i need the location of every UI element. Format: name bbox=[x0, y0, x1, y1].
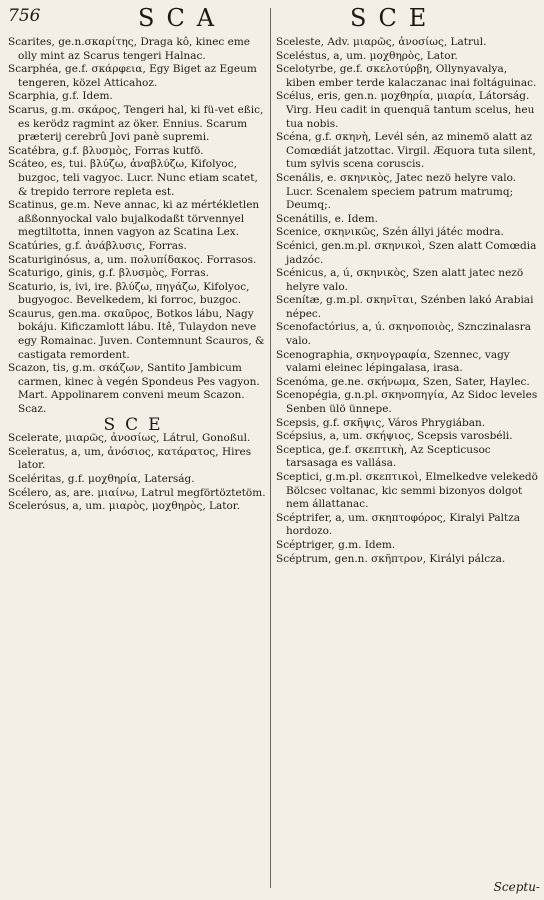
dictionary-entry: Scarus, g.m. σκάρος, Tengeri hal, ki fü-vet eßic, es kerödz ragmint az öker. Ennius. Scarum præterij cerebrû Jovi panè supremi. bbox=[8, 103, 264, 144]
dictionary-entry: Scatébra, g.f. βλυσμὸς, Forras kutfö. bbox=[8, 144, 204, 157]
dictionary-entry: Scarphéa, ge.f. σκάρφεια, Egy Biget az Egeum tengeren, közel Atticahoz. bbox=[8, 63, 257, 89]
dictionary-entry: Scelerate, μιαρῶς, ἀνοσίως, Látrul, Gonoßul. bbox=[8, 432, 251, 445]
dictionary-entry: Scarphia, g.f. Idem. bbox=[8, 90, 113, 103]
dictionary-entry: Scenóma, ge.ne. σκήνωμα, Szen, Sater, Haylec. bbox=[276, 375, 530, 388]
dictionary-entry: Scéptriger, g.m. Idem. bbox=[276, 538, 396, 551]
dictionary-entry: Scénicus, a, ú, σκηνικὸς, Szen alatt jatec nezö helyre valo. bbox=[276, 267, 524, 293]
dictionary-entry: Scenographia, σκηνογραφία, Szennec, vagy valami eleinec lépingalasa, irasa. bbox=[276, 348, 510, 375]
dictionary-entry: Scénici, gen.m.pl. σκηνικοὶ, Szen alatt Comœdia jadzóc. bbox=[276, 239, 537, 266]
dictionary-entry: Sceptici, g.m.pl. σκεπτικοὶ, Elmelkedve velekedö Bölcsec voltanac, kic semmi bizonyos dolgot nem állattanac. bbox=[276, 471, 538, 511]
dictionary-entry: Scaturigo, ginis, g.f. βλυσμὸς, Forras. bbox=[8, 267, 209, 280]
right-running-head: SCE bbox=[350, 4, 439, 32]
left-column bbox=[8, 36, 266, 514]
dictionary-entry: Scenice, σκηνικῶς, Szén állyi játéc modra. bbox=[276, 226, 504, 239]
dictionary-entry: Scarites, ge.n.σκαρίτης, Draga kô, kinec eme olly mint az Scarus tengeri Halnac. bbox=[8, 36, 251, 62]
page-header bbox=[0, 4, 544, 34]
dictionary-entry: Sceléstus, a, um. μοχθηρὸς, Lator. bbox=[276, 49, 458, 62]
dictionary-entry: Scéna, g.f. σκηνὴ, Levél sén, az minemö alatt az Comœdiát jatzottac. Virgil. Æquora tuta silent, tum sylvis scena coruscis. bbox=[276, 131, 536, 171]
dictionary-entry: Scelerósus, a, um. μιαρὸς, μοχθηρὸς, Lator. bbox=[8, 500, 240, 513]
dictionary-entry: Scenopégia, g.n.pl. σκηνοπηγία, Az Sidoc leveles Senben ülö ünnepe. bbox=[276, 389, 538, 416]
right-column bbox=[276, 36, 538, 566]
dictionary-entry: Scelotyrbe, ge.f. σκελοτύρβη, Ollynyavalya, kiben ember terde kalaczanac inai foltáguinac. bbox=[276, 63, 537, 89]
dictionary-entry: Scéptrum, gen.n. σκῆπτρον, Királyi pálcza. bbox=[276, 552, 506, 565]
page-number: 756 bbox=[8, 6, 41, 26]
dictionary-entry: Scéptrifer, a, um. σκηπτοφόρος, Kiralyi Paltza hordozo. bbox=[276, 511, 521, 538]
dictionary-entry: Scepsis, g.f. σκῆψις, Város Phrygiában. bbox=[276, 416, 486, 429]
dictionary-entry: Scaturiginósus, a, um. πολυπίδακος. Forrasos. bbox=[8, 253, 257, 266]
dictionary-entry: Scatinus, ge.m. Neve annac, ki az mértékletlen aßßonnyockal valo bujalkodaßt törvennyel megtiltotta, innen vagyon az Scatina Lex. bbox=[8, 199, 260, 239]
dictionary-entry: Scatúries, g.f. ἀνάβλυσις, Forras. bbox=[8, 239, 187, 252]
dictionary-entry: Scélus, eris, gen.n. μοχθηρία, μιαρία, Látorság. Virg. Heu cadit in quenquã tantum scelus, heu tua nobis. bbox=[276, 90, 535, 130]
dictionary-entry: Scenális, e. σκηνικὸς, Jatec nezö helyre valo. Lucr. Scenalem speciem patrum matrumq; Deumq;. bbox=[276, 171, 517, 212]
dictionary-entry: Sceléritas, g.f. μοχθηρία, Laterság. bbox=[8, 473, 195, 485]
dictionary-entry: Scélero, as, are. μιαίνω, Latrul megförtöztetöm. bbox=[8, 486, 266, 499]
dictionary-entry: Scazon, tis, g.m. σκάζων, Santito Jambicum carmen, kinec à vegén Spondeus Pes vagyon. Mart. Appolinarem conveni meum Scazon. Scaz. bbox=[8, 362, 260, 416]
section-heading: SCE bbox=[103, 414, 171, 435]
dictionary-entry: Sceleratus, a, um, ἀνόσιος, κατάρατος, Hires lator. bbox=[8, 445, 252, 472]
catchword: Sceptu- bbox=[493, 880, 540, 894]
dictionary-entry: Sceptica, ge.f. σκεπτικὴ, Az Scepticusoc tarsasaga es vallása. bbox=[276, 443, 491, 470]
dictionary-entry: Scaturio, is, ivi, ire. βλύζω, πηγάζω, Kifolyoc, bugyogoc. Bevelkedem, ki forroc, buzgoc. bbox=[8, 280, 250, 307]
left-running-head: SCA bbox=[138, 4, 227, 32]
dictionary-entry: Scenátilis, e. Idem. bbox=[276, 212, 378, 225]
dictionary-entry: Scenofactórius, a, ú. σκηνοποιὸς, Sznczinalasra valo. bbox=[276, 321, 532, 348]
dictionary-entry: Sceleste, Adv. μιαρῶς, ἀνοσίως, Latrul. bbox=[276, 36, 487, 48]
dictionary-entry: Scaurus, gen.ma. σκαῦρος, Botkos lábu, Nagy bokáju. Kificzamlott lábu. Itê, Tulaydon neve egy Romainac. Juven. Contemnunt Scauros, & castigata remordent. bbox=[8, 307, 265, 361]
dictionary-entry: Scenítæ, g.m.pl. σκηνῖται, Szénben lakó Arabiai népec. bbox=[276, 294, 534, 320]
dictionary-entry: Scáteo, es, tui. βλύζω, ἀναβλύζω, Kifolyoc, buzgoc, teli vagyoc. Lucr. Nunc etiam scatet, & trepido terrore repleta est. bbox=[8, 158, 258, 198]
column-divider bbox=[270, 8, 271, 888]
dictionary-entry: Scépsius, a, um. σκήψιος, Scepsis varosbéli. bbox=[276, 430, 513, 443]
